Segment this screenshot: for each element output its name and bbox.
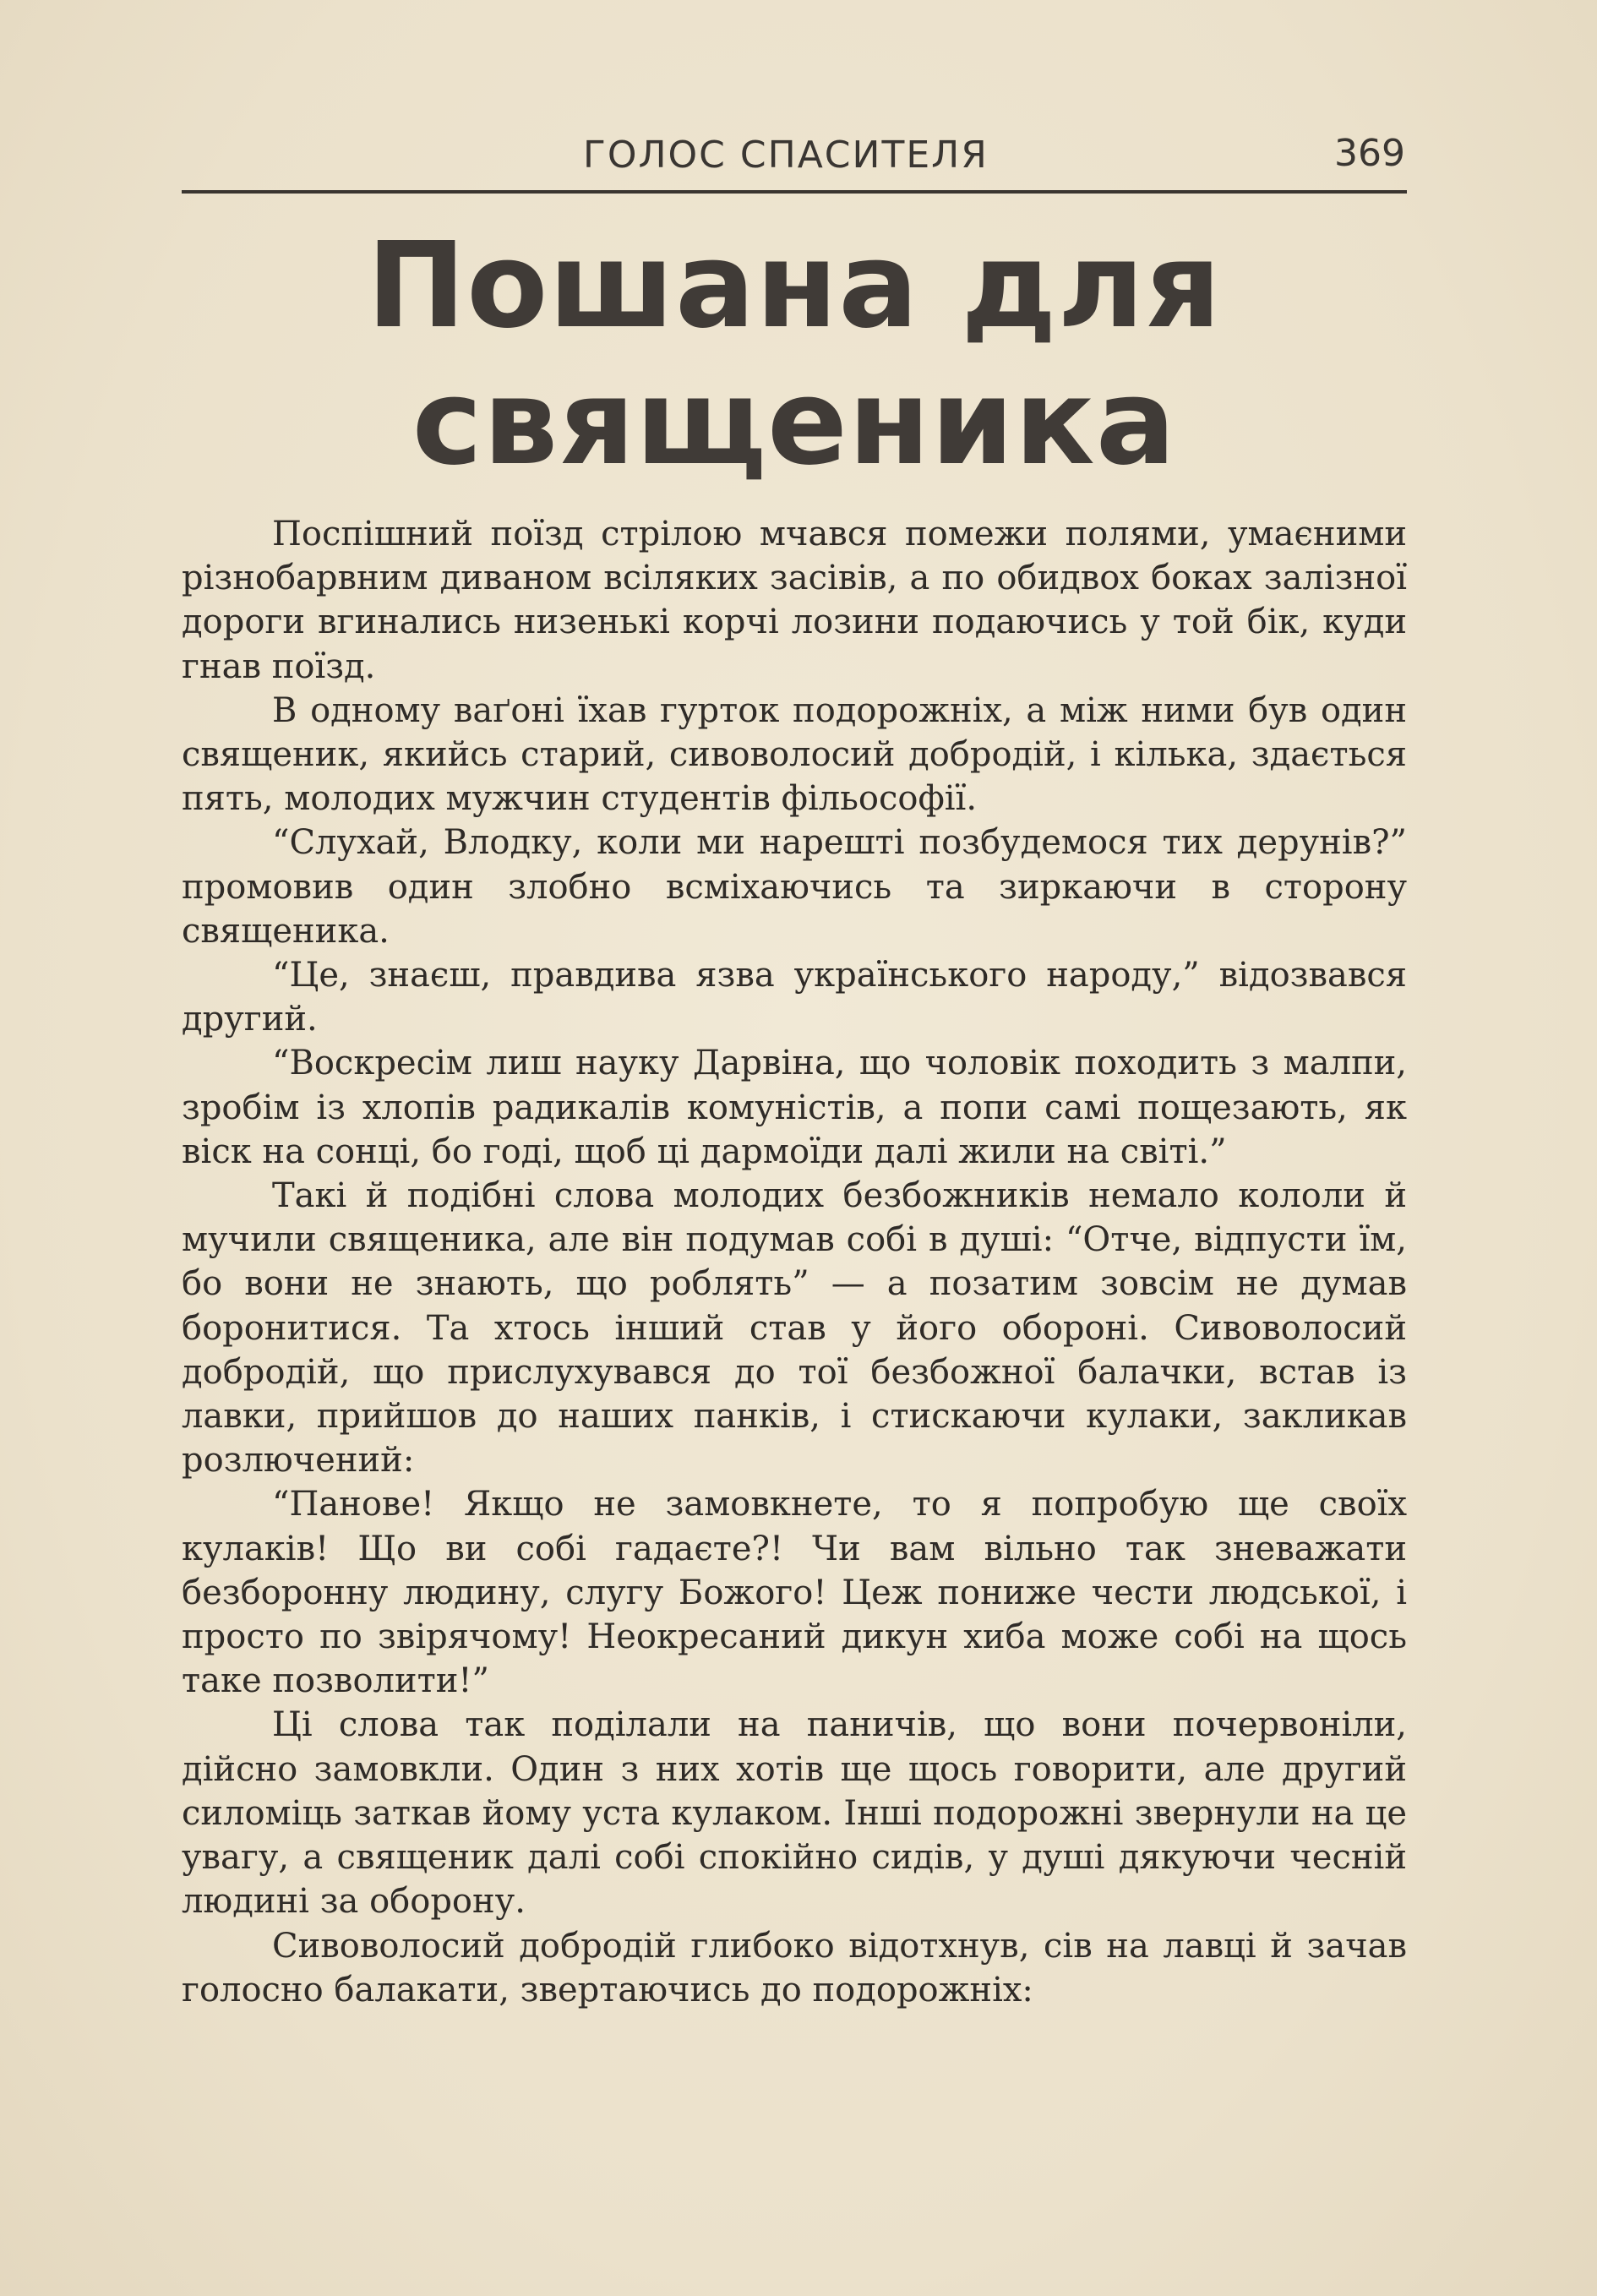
journal-name: ГОЛОС СПАСИТЕЛЯ: [583, 134, 989, 177]
page-number: 369: [1334, 132, 1405, 175]
article-title: [182, 218, 1407, 492]
paragraph: “Це, знаєш, правдива язва українського народу,” відозвався другий.: [182, 956, 1407, 1039]
paragraph: “Воскресім лиш науку Дарвіна, що чоловік походить з малпи, зробім із хлопів радикалів комуністів, а попи самі пощезають, як віск на сонці, бо годі, щоб ці дармоїди далі жили на світі.”: [182, 1044, 1407, 1171]
paragraph: “Слухай, Влодку, коли ми нарешті позбудемося тих дерунів?” промовив один злобно всміхаючись та зиркаючи в сторону священика.: [182, 823, 1407, 951]
paragraph: Ці слова так поділали на паничів, що вони почервоніли, дійсно замовкли. Один з них хотів ще щось говорити, але другий силоміць заткав йому уста кулаком. Інші подорожні звернули на це увагу, а священик далі собі спокійно сидів, у душі дякуючи чесній людині за оборону.: [182, 1705, 1407, 1922]
paragraph: Поспішний поїзд стрілою мчався помежи полями, умаєними різнобарвним диваном всіляких засівів, а по обидвох боках залізної дороги вгинались низенькі корчі лозини подаючись у той бік, куди гнав поїзд.: [182, 515, 1407, 686]
article-title-line-2: священика: [412, 354, 1177, 492]
paragraph: Сивоволосий добродій глибоко відотхнув, сів на лавці й зачав голосно балакати, звертаючись до подорожніх:: [182, 1926, 1407, 2010]
paragraph: В одному ваґоні їхав гурток подорожніх, а між ними був один священик, якийсь старий, сивоволосий добродій, і кілька, здається пять, молодих мужчин студентів фільософії.: [182, 690, 1407, 819]
article-title-line-1: Пошана для: [367, 217, 1222, 355]
running-header: [182, 127, 1407, 194]
article-body: [182, 512, 1407, 2012]
paragraph: “Панове! Якщо не замовкнете, то я попробую ще своїх кулаків! Що ви собі гадаєте?! Чи вам вільно так зневажати безборонну людину, слугу Божого! Цеж пониже чести людської, і просто по звірячому! Неокресаний дикун хиба може собі на щось таке позволити!”: [182, 1485, 1407, 1701]
paragraph: Такі й подібні слова молодих безбожників немало кололи й мучили священика, але він подумав собі в душі: “Отче, відпусти їм, бо вони не знають, що роблять” — а позатим зовсім не думав боронитися. Та хтось інший став у його обороні. Сивоволосий добродій, що прислухувався до тої безбожної балачки, встав із лавки, прийшов до наших панків, і стискаючи кулаки, закликав розлючений:: [182, 1176, 1407, 1481]
